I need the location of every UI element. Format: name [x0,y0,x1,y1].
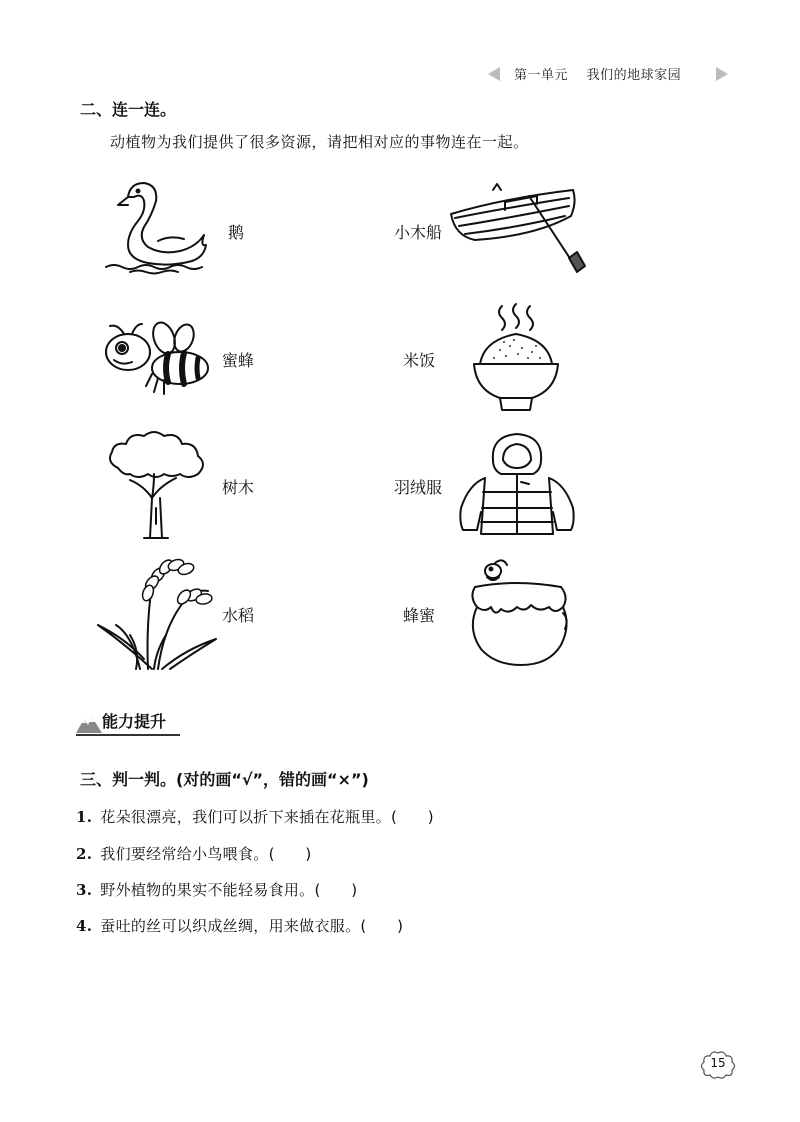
answer-blank[interactable]: ( ) [268,845,312,863]
question-text: 花朵很漂亮，我们可以折下来插在花瓶里。 [100,808,391,826]
page-number-text: 15 [710,1056,726,1070]
question-number: 1. [76,808,93,826]
header-right-triangle-icon [716,67,728,81]
honey-jar-icon [465,557,575,669]
right-label-honey: 蜂蜜 [403,606,436,625]
question-4 [76,915,403,936]
question-text: 蚕吐的丝可以织成丝绸，用来做衣服。 [100,917,361,935]
right-label-boat: 小木船 [394,223,443,242]
mountain-icon [76,715,102,733]
page-number [700,1050,736,1080]
ability-underline [76,734,180,736]
left-label-bee: 蜜蜂 [222,351,255,370]
rowboat-icon [445,180,590,275]
question-number: 3. [76,881,93,899]
question-3 [76,879,357,900]
section3-title: 三、判一判。(对的画“√”，错的画“×”) [80,770,369,789]
question-number: 4. [76,917,93,935]
header-title: 我们的地球家园 [586,68,682,83]
answer-blank[interactable]: ( ) [390,808,434,826]
section2-title: 二、连一连。 [80,100,177,119]
question-text: 野外植物的果实不能轻易食用。 [100,881,315,899]
running-header [488,62,728,86]
question-1 [76,806,434,827]
goose-icon [100,175,215,275]
header-left-triangle-icon [488,67,500,81]
answer-blank[interactable]: ( ) [360,917,404,935]
question-2 [76,843,311,864]
question-text: 我们要经常给小鸟喂食。 [100,845,269,863]
right-label-rice: 米饭 [403,351,436,370]
left-label-rice-plant: 水稻 [222,606,255,625]
bee-icon [102,318,214,398]
left-label-tree: 树木 [222,478,255,497]
tree-icon [104,428,210,540]
right-label-jacket: 羽绒服 [394,478,443,497]
section2-instruction: 动植物为我们提供了很多资源，请把相对应的事物连在一起。 [110,133,529,151]
rice-plant-icon [96,555,220,671]
down-jacket-icon [455,430,579,538]
question-number: 2. [76,845,93,863]
left-label-goose: 鹅 [228,223,245,242]
rice-bowl-icon [470,302,562,414]
answer-blank[interactable]: ( ) [314,881,358,899]
ability-title: 能力提升 [102,712,167,731]
header-unit: 第一单元 [514,68,569,83]
